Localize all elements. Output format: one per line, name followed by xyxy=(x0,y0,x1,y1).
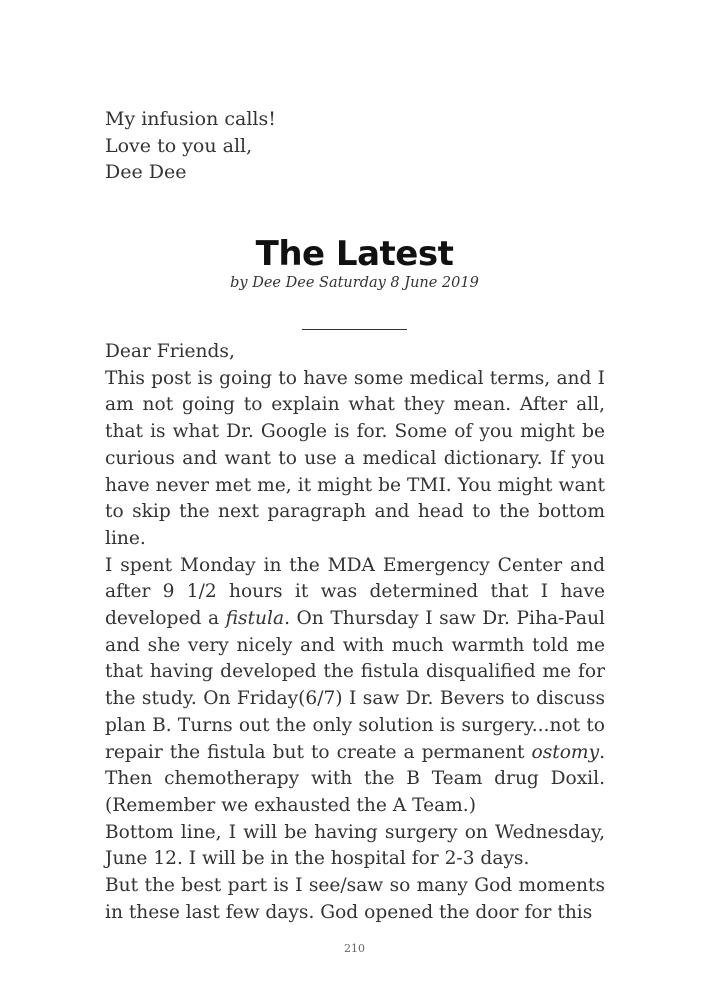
post-byline: by Dee Dee Saturday 8 June 2019 xyxy=(230,275,479,291)
paragraph: This post is going to have some medical terms, and I am not going to explain what they mean. After all, that is what Dr. Google is for. Some of you might be curious and want to use a medical dictionary. If you have never met me, it might be TMI. You might want to skip the next paragraph and head to the bottom line. xyxy=(105,367,605,549)
previous-post-closing xyxy=(105,106,605,186)
paragraph-text: . Then chemotherapy with the B Team drug Doxil. (Remember we exhausted the A Team.) xyxy=(105,741,605,816)
greeting: Dear Friends, xyxy=(105,341,235,362)
paragraph xyxy=(105,553,605,820)
medical-term: fistula xyxy=(225,608,285,630)
title-separator xyxy=(302,329,407,330)
medical-term: ostomy xyxy=(531,741,600,763)
post-body xyxy=(105,339,605,926)
post-title: The Latest xyxy=(255,234,454,274)
paragraph-text: . On Thursday I saw Dr. Piha-Paul and she very nicely and with much warmth told me that having developed the fistula disqualified me for the study. On Friday(6/7) I saw Dr. Bevers to discuss plan B. Turns out the only solution is surgery...not to repair the fistula but to create a permanent xyxy=(105,608,605,763)
paragraph-text: I spent Monday in the MDA Emergency Center and after 9 1/2 hours it was determined that I have developed a xyxy=(105,554,605,630)
closing-salutation: Love to you all, xyxy=(105,134,253,157)
paragraph: But the best part is I see/saw so many God moments in these last few days. God opened the door for this xyxy=(105,875,605,923)
page-number: 210 xyxy=(344,942,365,955)
closing-line: My infusion calls! xyxy=(105,108,276,130)
paragraph: Bottom line, I will be having surgery on Wednesday, June 12. I will be in the hospital for 2-3 days. xyxy=(105,821,605,870)
closing-signature: Dee Dee xyxy=(105,161,187,183)
